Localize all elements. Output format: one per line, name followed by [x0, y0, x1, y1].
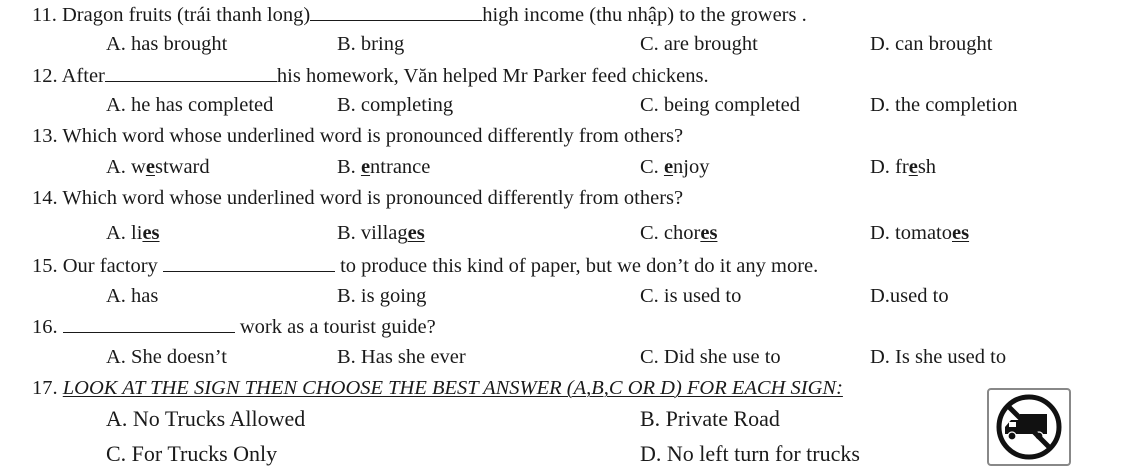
- answer-blank[interactable]: [310, 2, 482, 21]
- question-14: [32, 186, 683, 210]
- option-b[interactable]: B. entrance: [337, 156, 431, 178]
- option-d[interactable]: D. can brought: [870, 33, 993, 55]
- question-number: 15.: [32, 255, 58, 277]
- option-b[interactable]: B. Has she ever: [337, 346, 466, 368]
- question-stem: Which word whose underlined word is pronounced differently from others?: [62, 125, 684, 147]
- question-16: [32, 314, 436, 339]
- question-12: [32, 63, 709, 88]
- option-c[interactable]: C. For Trucks Only: [106, 441, 278, 466]
- question-11: [32, 2, 807, 27]
- option-c[interactable]: C. enjoy: [640, 156, 710, 178]
- underlined-letter: e: [145, 156, 155, 178]
- option-c[interactable]: C. is used to: [640, 285, 742, 307]
- option-c[interactable]: C. being completed: [640, 94, 800, 116]
- underlined-letters: es: [952, 222, 970, 244]
- question-stem-after: work as a tourist guide?: [239, 316, 436, 338]
- option-d[interactable]: D. tomatoes: [870, 222, 970, 244]
- option-b[interactable]: B. Private Road: [640, 406, 780, 431]
- question-stem: Which word whose underlined word is pronounced differently from others?: [62, 187, 684, 209]
- option-a[interactable]: A. has brought: [106, 33, 228, 55]
- option-b[interactable]: B. villages: [337, 222, 425, 244]
- answer-blank[interactable]: [163, 253, 335, 272]
- option-a[interactable]: A. lies: [106, 222, 160, 244]
- question-stem-after: his homework, Văn helped Mr Parker feed chickens.: [276, 65, 709, 87]
- question-stem-after: to produce this kind of paper, but we don’t do it any more.: [340, 255, 819, 277]
- answer-blank[interactable]: [105, 63, 277, 82]
- answer-blank[interactable]: [63, 314, 235, 333]
- question-number: 11.: [32, 4, 57, 26]
- option-a[interactable]: A. has: [106, 285, 159, 307]
- option-d[interactable]: D. the completion: [870, 94, 1018, 116]
- question-13: [32, 124, 683, 148]
- underlined-letters: es: [700, 222, 718, 244]
- question-stem-before: Dragon fruits (trái thanh long): [62, 4, 311, 26]
- underlined-letter: e: [663, 156, 674, 178]
- question-stem: LOOK AT THE SIGN THEN CHOOSE THE BEST ANSWER (A,B,C OR D) FOR EACH SIGN:: [62, 377, 843, 399]
- option-c[interactable]: C. are brought: [640, 33, 758, 55]
- option-b[interactable]: B. completing: [337, 94, 454, 116]
- question-number: 16.: [32, 316, 58, 338]
- option-c[interactable]: C. chores: [640, 222, 718, 244]
- question-17: [32, 376, 843, 400]
- underlined-letters: es: [142, 222, 160, 244]
- underlined-letter: e: [908, 156, 918, 178]
- underlined-letter: e: [360, 156, 371, 178]
- no-trucks-sign-icon: [989, 390, 1069, 464]
- question-stem-after: high income (thu nhập) to the growers .: [482, 4, 807, 26]
- option-d[interactable]: D. No left turn for trucks: [640, 441, 860, 466]
- option-a[interactable]: A. he has completed: [106, 94, 274, 116]
- option-a[interactable]: A. westward: [106, 156, 210, 178]
- option-c[interactable]: C. Did she use to: [640, 346, 781, 368]
- option-b[interactable]: B. bring: [337, 33, 405, 55]
- option-a[interactable]: A. No Trucks Allowed: [106, 406, 306, 431]
- option-b[interactable]: B. is going: [337, 285, 427, 307]
- question-number: 13.: [32, 125, 58, 147]
- question-number: 12.: [32, 65, 58, 87]
- question-15: [32, 253, 818, 278]
- question-stem-before: Our factory: [62, 255, 158, 277]
- option-a[interactable]: A. She doesn’t: [106, 346, 227, 368]
- option-d[interactable]: D.used to: [870, 285, 949, 307]
- option-d[interactable]: D. Is she used to: [870, 346, 1007, 368]
- question-number: 17.: [32, 377, 58, 399]
- underlined-letters: es: [407, 222, 425, 244]
- option-d[interactable]: D. fresh: [870, 156, 937, 178]
- question-stem-before: After: [61, 65, 105, 87]
- sign-image: [987, 388, 1071, 466]
- question-number: 14.: [32, 187, 58, 209]
